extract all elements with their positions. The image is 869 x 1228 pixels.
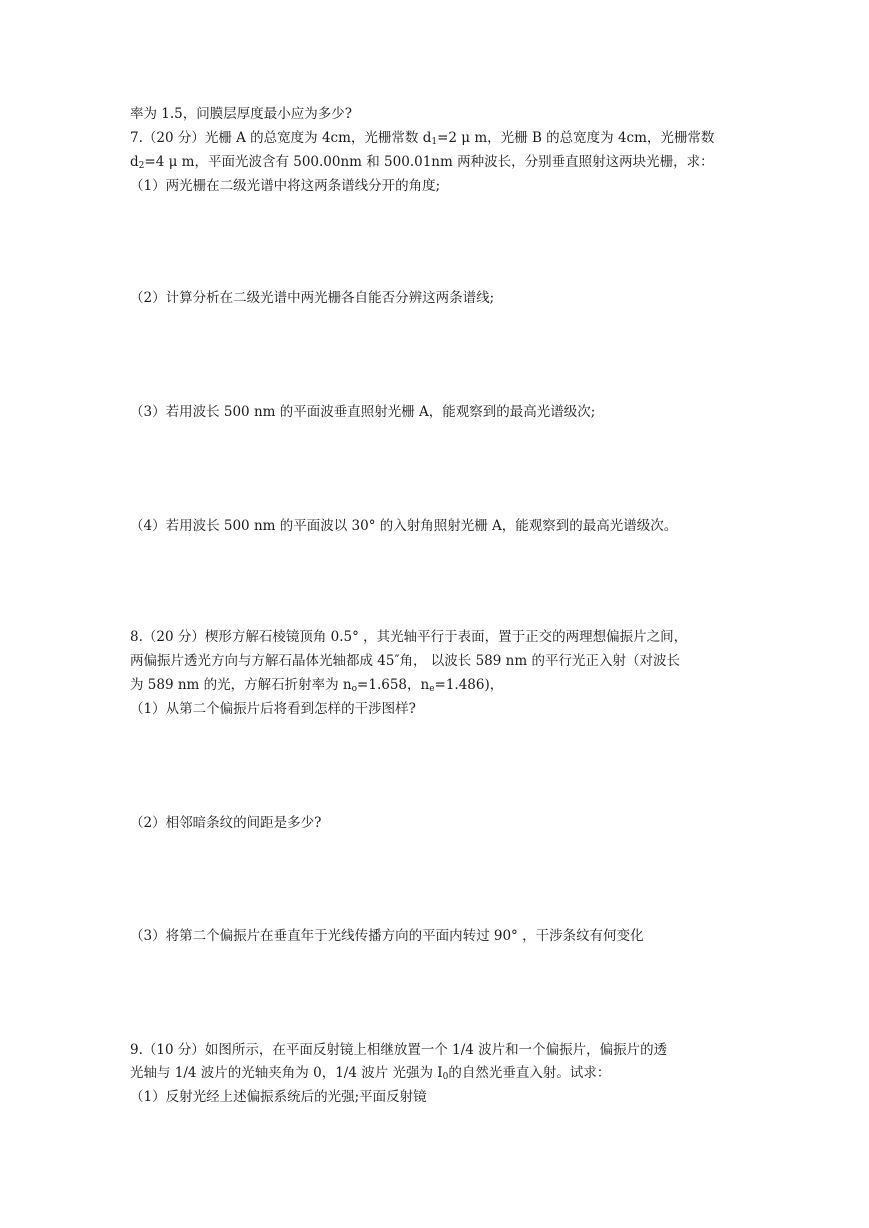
q7-part3: （3）若用波长 500 nm 的平面波垂直照射光栅 A，能观察到的最高光谱级次; [130, 404, 596, 420]
q8-part1: （1）从第二个偏振片后将看到怎样的干涉图样? [130, 701, 416, 717]
q6-tail: 率为 1.5，问膜层厚度最小应为多少? [130, 106, 352, 122]
q7-part1: （1）两光栅在二级光谱中将这两条谱线分开的角度; [130, 178, 441, 194]
q9-part1: （1）反射光经上述偏振系统后的光强;平面反射镜 [130, 1089, 427, 1105]
q8-statement-line3: 为 589 nm 的光，方解石折射率为 $n_o=1.658$，$n_e=1.486$)， [130, 677, 504, 694]
q8-statement-line2: 两偏振片透光方向与方解石晶体光轴都成 45″角， 以波长 589 nm 的平行光正入射（对波长 [130, 653, 680, 669]
q7-statement-line2: $d_2=4$ μ m，平面光波含有 500.00nm 和 500.01nm 两种波长，分别垂直照射这两块光栅，求： [130, 154, 714, 171]
q7-part4: （4）若用波长 500 nm 的平面波以 30° 的入射角照射光栅 A，能观察到的最高光谱级次。 [130, 518, 678, 534]
q9-statement-line1: 9.（10 分）如图所示，在平面反射镜上相继放置一个 1/4 波片和一个偏振片，偏振片的透 [130, 1042, 668, 1058]
q9-statement-line2: 光轴与 1/4 波片的光轴夹角为 0，1/4 波片 光强为 $I_0$的自然光垂直入射。试求： [130, 1065, 611, 1082]
q7-statement-line1: 7.（20 分）光栅 A 的总宽度为 4cm，光栅常数 $d_1=2$ μ m，光栅 B 的总宽度为 4cm，光栅常数 [130, 130, 715, 147]
q7-part2: （2）计算分析在二级光谱中两光栅各自能否分辨这两条谱线; [130, 290, 495, 306]
q8-part3: （3）将第二个偏振片在垂直年于光线传播方向的平面内转过 90° ，干涉条纹有何变化 [130, 928, 644, 944]
q8-statement-line1: 8.（20 分）楔形方解石棱镜顶角 0.5° ，其光轴平行于表面，置于正交的两理想偏振片之间， [130, 629, 688, 645]
q8-part2: （2）相邻暗条纹的间距是多少? [130, 815, 322, 831]
